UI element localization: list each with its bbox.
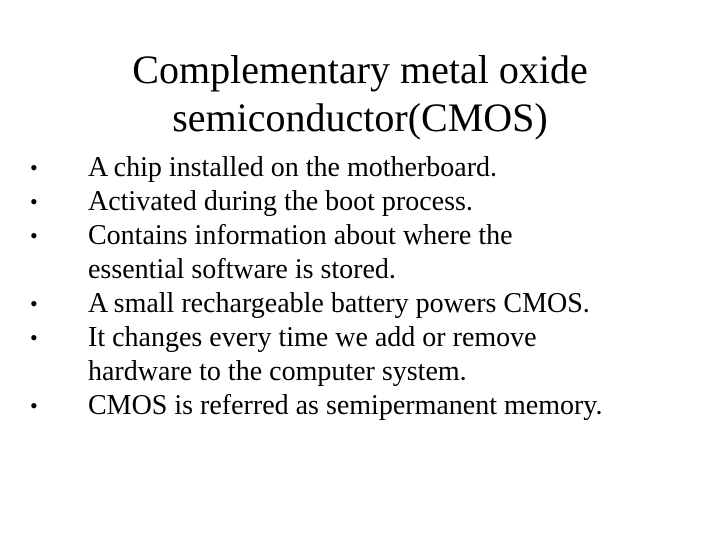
bullet-text-continuation: hardware to the computer system. [88,356,467,387]
bullet-list [30,151,700,423]
bullet-icon: • [30,325,38,350]
bullet-text: Activated during the boot process. [88,186,473,217]
slide-title-line: Complementary metal oxide [132,47,588,92]
bullet-text-continuation: essential software is stored. [88,254,396,285]
bullet-icon: • [30,291,38,316]
bullet-item [30,151,700,185]
bullet-item [30,185,700,219]
bullet-icon: • [30,223,38,248]
bullet-icon: • [30,189,38,214]
bullet-text: A chip installed on the motherboard. [88,152,498,183]
bullet-item [30,287,700,321]
bullet-text: Contains information about where the [88,220,513,251]
bullet-text: A small rechargeable battery powers CMOS. [88,288,590,319]
bullet-text: CMOS is referred as semipermanent memory. [88,390,603,421]
slide-title-line: semiconductor(CMOS) [172,95,548,140]
bullet-text: It changes every time we add or remove [88,322,537,353]
bullet-item [30,389,700,423]
bullet-item [30,219,700,287]
bullet-item [30,321,700,389]
bullet-icon: • [30,393,38,418]
bullet-icon: • [30,155,38,180]
slide-title [0,46,720,142]
